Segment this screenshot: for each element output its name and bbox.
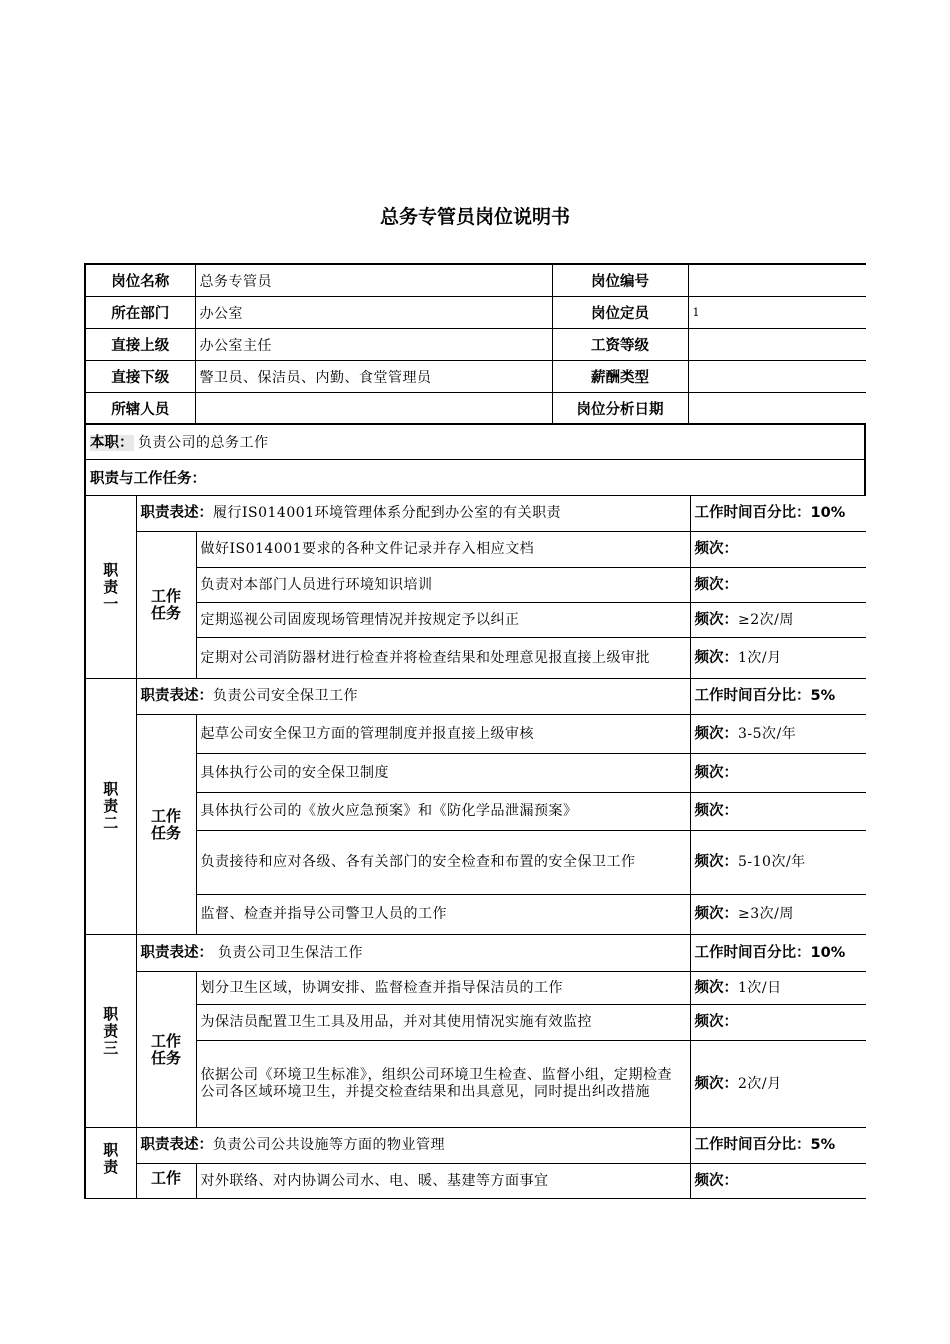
task-row [85,1041,866,1128]
grade-value [688,329,866,361]
superior-value: 办公室主任 [195,329,552,361]
task-row [85,1164,866,1199]
task-text: 负责对本部门人员进行环境知识培训 [196,568,690,603]
freq-value: 5-10次/年 [738,854,806,870]
job-no-value [688,264,866,297]
duties-header: 职责与工作任务： [85,460,865,496]
freq-value: 3-5次/年 [738,725,797,742]
task-freq-cell [690,568,866,603]
dept-label: 所在部门 [85,297,195,329]
task-row [85,793,866,831]
main-duty-label: 本职： [90,435,134,451]
page-title: 总务专管员岗位说明书 [379,206,570,228]
task-freq-cell [690,1164,866,1199]
freq-label: 频次： [694,649,739,666]
time-pct-label: 工作时间百分比： [694,944,811,961]
duty-label: 职 责 二 [85,679,136,935]
task-row [85,638,866,679]
basic-info-table [84,263,866,425]
task-freq-cell [690,715,866,754]
freq-label: 频次： [694,803,739,819]
task-row [85,1005,866,1041]
task-freq-cell [690,831,866,895]
task-row [85,532,866,568]
duties-table [84,495,866,1199]
freq-label: 频次： [694,611,739,628]
job-no-label: 岗位编号 [552,264,688,297]
freq-value: 2次/月 [738,1075,782,1092]
freq-value: 1次/月 [738,649,782,666]
duty-desc-cell [136,679,690,715]
freq-label: 频次： [694,1075,739,1092]
job-name-value: 总务专管员 [195,264,552,297]
duty-desc-row [85,935,866,972]
info-row [85,329,866,361]
task-row [85,568,866,603]
task-row [85,895,866,935]
task-text: 起草公司安全保卫方面的管理制度并报直接上级审核 [196,715,690,754]
time-pct-label: 工作时间百分比： [694,688,811,704]
task-label: 工作 任务 [136,715,196,935]
time-pct-cell [690,1128,866,1164]
task-freq-cell [690,1005,866,1041]
duty-desc-label: 职责表述： [140,1137,213,1153]
pay-type-value [688,361,866,393]
task-text: 定期巡视公司固废现场管理情况并按规定予以纠正 [196,603,690,638]
task-row [85,603,866,638]
duty-desc-row [85,1128,866,1164]
duty-desc-text: 负责公司公共设施等方面的物业管理 [213,1137,445,1153]
task-freq-cell [690,638,866,679]
subordinate-value: 警卫员、保洁员、内勤、食堂管理员 [195,361,552,393]
task-row [85,972,866,1005]
task-text: 具体执行公司的安全保卫制度 [196,754,690,793]
duty-label: 职 责 三 [85,935,136,1128]
duty-label: 职 责 [85,1128,136,1199]
task-text: 为保洁员配置卫生工具及用品，并对其使用情况实施有效监控 [196,1005,690,1041]
task-label: 工作 任务 [136,532,196,679]
duty-desc-label: 职责表述： [140,505,213,521]
freq-value: 1次/日 [738,979,782,996]
freq-label: 频次： [694,576,739,593]
time-pct-cell [690,935,866,972]
time-pct-value: 10% [810,505,846,521]
task-text: 监督、检查并指导公司警卫人员的工作 [196,895,690,935]
freq-label: 频次： [694,541,739,557]
task-row [85,754,866,793]
task-label: 工作 [136,1164,196,1199]
duty-desc-cell [136,496,690,532]
duty-desc-text: 负责公司安全保卫工作 [213,688,358,704]
info-row [85,297,866,329]
freq-label: 频次： [694,1014,739,1030]
freq-label: 频次： [694,906,739,922]
main-duty-table [84,423,866,496]
task-label: 工作 任务 [136,972,196,1128]
task-text: 负责接待和应对各级、各有关部门的安全检查和布置的安全保卫工作 [196,831,690,895]
dept-value: 办公室 [195,297,552,329]
task-freq-cell [690,603,866,638]
time-pct-value: 10% [810,944,846,961]
duty-desc-label: 职责表述： [140,944,213,961]
main-duty-text: 负责公司的总务工作 [137,435,269,451]
duty-desc-row [85,496,866,532]
time-pct-cell [690,679,866,715]
superior-label: 直接上级 [85,329,195,361]
time-pct-cell [690,496,866,532]
info-row [85,393,866,425]
analysis-date-value [688,393,866,425]
freq-label: 频次： [694,1172,739,1189]
time-pct-label: 工作时间百分比： [694,505,811,521]
task-freq-cell [690,754,866,793]
task-text: 做好IS014001要求的各种文件记录并存入相应文档 [196,532,690,568]
task-row [85,831,866,895]
freq-value: ≥2次/周 [738,611,794,628]
job-name-label: 岗位名称 [85,264,195,297]
duty-desc-cell [136,935,690,972]
duty-desc-row [85,679,866,715]
freq-label: 频次： [694,764,739,781]
task-freq-cell [690,972,866,1005]
freq-value: ≥3次/周 [738,906,794,922]
subordinate-label: 直接下级 [85,361,195,393]
info-row [85,361,866,393]
time-pct-value: 5% [810,1137,836,1153]
quota-label: 岗位定员 [552,297,688,329]
task-text: 定期对公司消防器材进行检查并将检查结果和处理意见报直接上级审批 [196,638,690,679]
grade-label: 工资等级 [552,329,688,361]
task-freq-cell [690,532,866,568]
duty-desc-cell [136,1128,690,1164]
task-text: 依据公司《环境卫生标准》，组织公司环境卫生检查、监督小组，定期检查公司各区域环境卫生，并提交检查结果和出具意见，同时提出纠改措施 [196,1041,690,1128]
duty-label: 职 责 一 [85,496,136,679]
task-freq-cell [690,895,866,935]
duty-desc-text: 履行IS014001环境管理体系分配到办公室的有关职责 [213,505,562,521]
task-freq-cell [690,793,866,831]
task-text: 划分卫生区域，协调安排、监督检查并指导保洁员的工作 [196,972,690,1005]
task-row [85,715,866,754]
time-pct-label: 工作时间百分比： [694,1137,811,1153]
freq-label: 频次： [694,725,739,742]
job-description-form [84,263,866,1201]
task-freq-cell [690,1041,866,1128]
analysis-date-label: 岗位分析日期 [552,393,688,425]
staff-value [195,393,552,425]
task-text: 对外联络、对内协调公司水、电、暖、基建等方面事宜 [196,1164,690,1199]
duty-desc-text: 负责公司卫生保洁工作 [213,944,363,961]
freq-label: 频次： [694,854,739,870]
staff-label: 所辖人员 [85,393,195,425]
info-row [85,264,866,297]
quota-value: 1 [688,297,866,329]
task-text: 具体执行公司的《放火应急预案》和《防化学品泄漏预案》 [196,793,690,831]
main-duty-row [85,424,865,460]
duty-desc-label: 职责表述： [140,688,213,704]
freq-label: 频次： [694,979,739,996]
pay-type-label: 薪酬类型 [552,361,688,393]
time-pct-value: 5% [810,688,836,704]
